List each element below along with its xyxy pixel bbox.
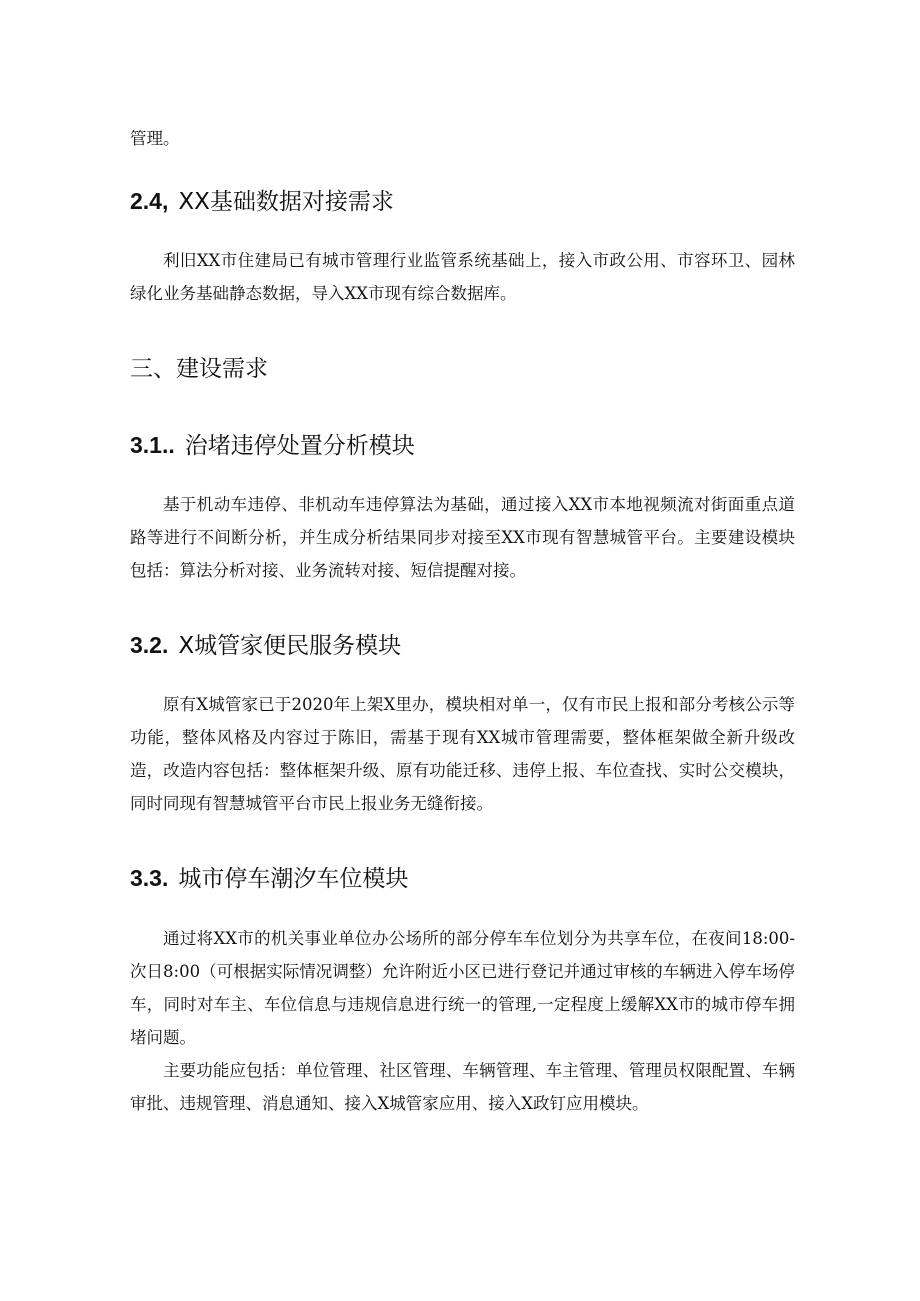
section-2-4-heading bbox=[130, 186, 394, 217]
section-2-4-title: XX基础数据对接需求 bbox=[178, 189, 394, 215]
intro-tail-paragraph: 管理。 bbox=[130, 129, 180, 148]
section-3-3-title: 城市停车潮汐车位模块 bbox=[178, 866, 409, 892]
section-3-3-number: 3.3. bbox=[130, 865, 169, 891]
section-3-2-number: 3.2. bbox=[130, 632, 169, 658]
section-3-3-body-2: 主要功能应包括：单位管理、社区管理、车辆管理、车主管理、管理员权限配置、车辆审批、违规管理、消息通知、接入X城管家应用、接入X政钉应用模块。 bbox=[130, 1061, 795, 1113]
section-3-2-heading bbox=[130, 630, 401, 661]
section-2-4-number: 2.4, bbox=[130, 188, 169, 214]
section-2-4-body: 利旧XX市住建局已有城市管理行业监管系统基础上，接入市政公用、市容环卫、园林绿化业务基础静态数据，导入XX市现有综合数据库。 bbox=[130, 251, 795, 303]
section-3-3-body-1: 通过将XX市的机关事业单位办公场所的部分停车车位划分为共享车位，在夜间18:00-次日8:00（可根据实际情况调整）允许附近小区已进行登记并通过审核的车辆进入停车场停车，同时对车主、车位信息与违规信息进行统一的管理,一定程度上缓解XX市的城市停车拥堵问题。 bbox=[130, 929, 795, 1047]
section-3-2-body: 原有X城管家已于2020年上架X里办，模块相对单一，仅有市民上报和部分考核公示等功能，整体风格及内容过于陈旧，需基于现有XX城市管理需要，整体框架做全新升级改造，改造内容包括：整体框架升级、原有功能迁移、违停上报、车位查找、实时公交模块，同时同现有智慧城管平台市民上报业务无缝衔接。 bbox=[130, 695, 795, 813]
chapter-3-heading: 三、建设需求 bbox=[130, 356, 268, 382]
section-3-1-heading bbox=[130, 430, 415, 461]
section-3-3-heading bbox=[130, 863, 408, 894]
section-3-1-number: 3.1.. bbox=[130, 432, 175, 458]
section-3-1-title: 治堵违停处置分析模块 bbox=[184, 433, 415, 459]
section-3-2-title: X城管家便民服务模块 bbox=[178, 633, 402, 659]
section-3-1-body: 基于机动车违停、非机动车违停算法为基础，通过接入XX市本地视频流对街面重点道路等进行不间断分析，并生成分析结果同步对接至XX市现有智慧城管平台。主要建设模块包括：算法分析对接、业务流转对接、短信提醒对接。 bbox=[130, 495, 795, 580]
